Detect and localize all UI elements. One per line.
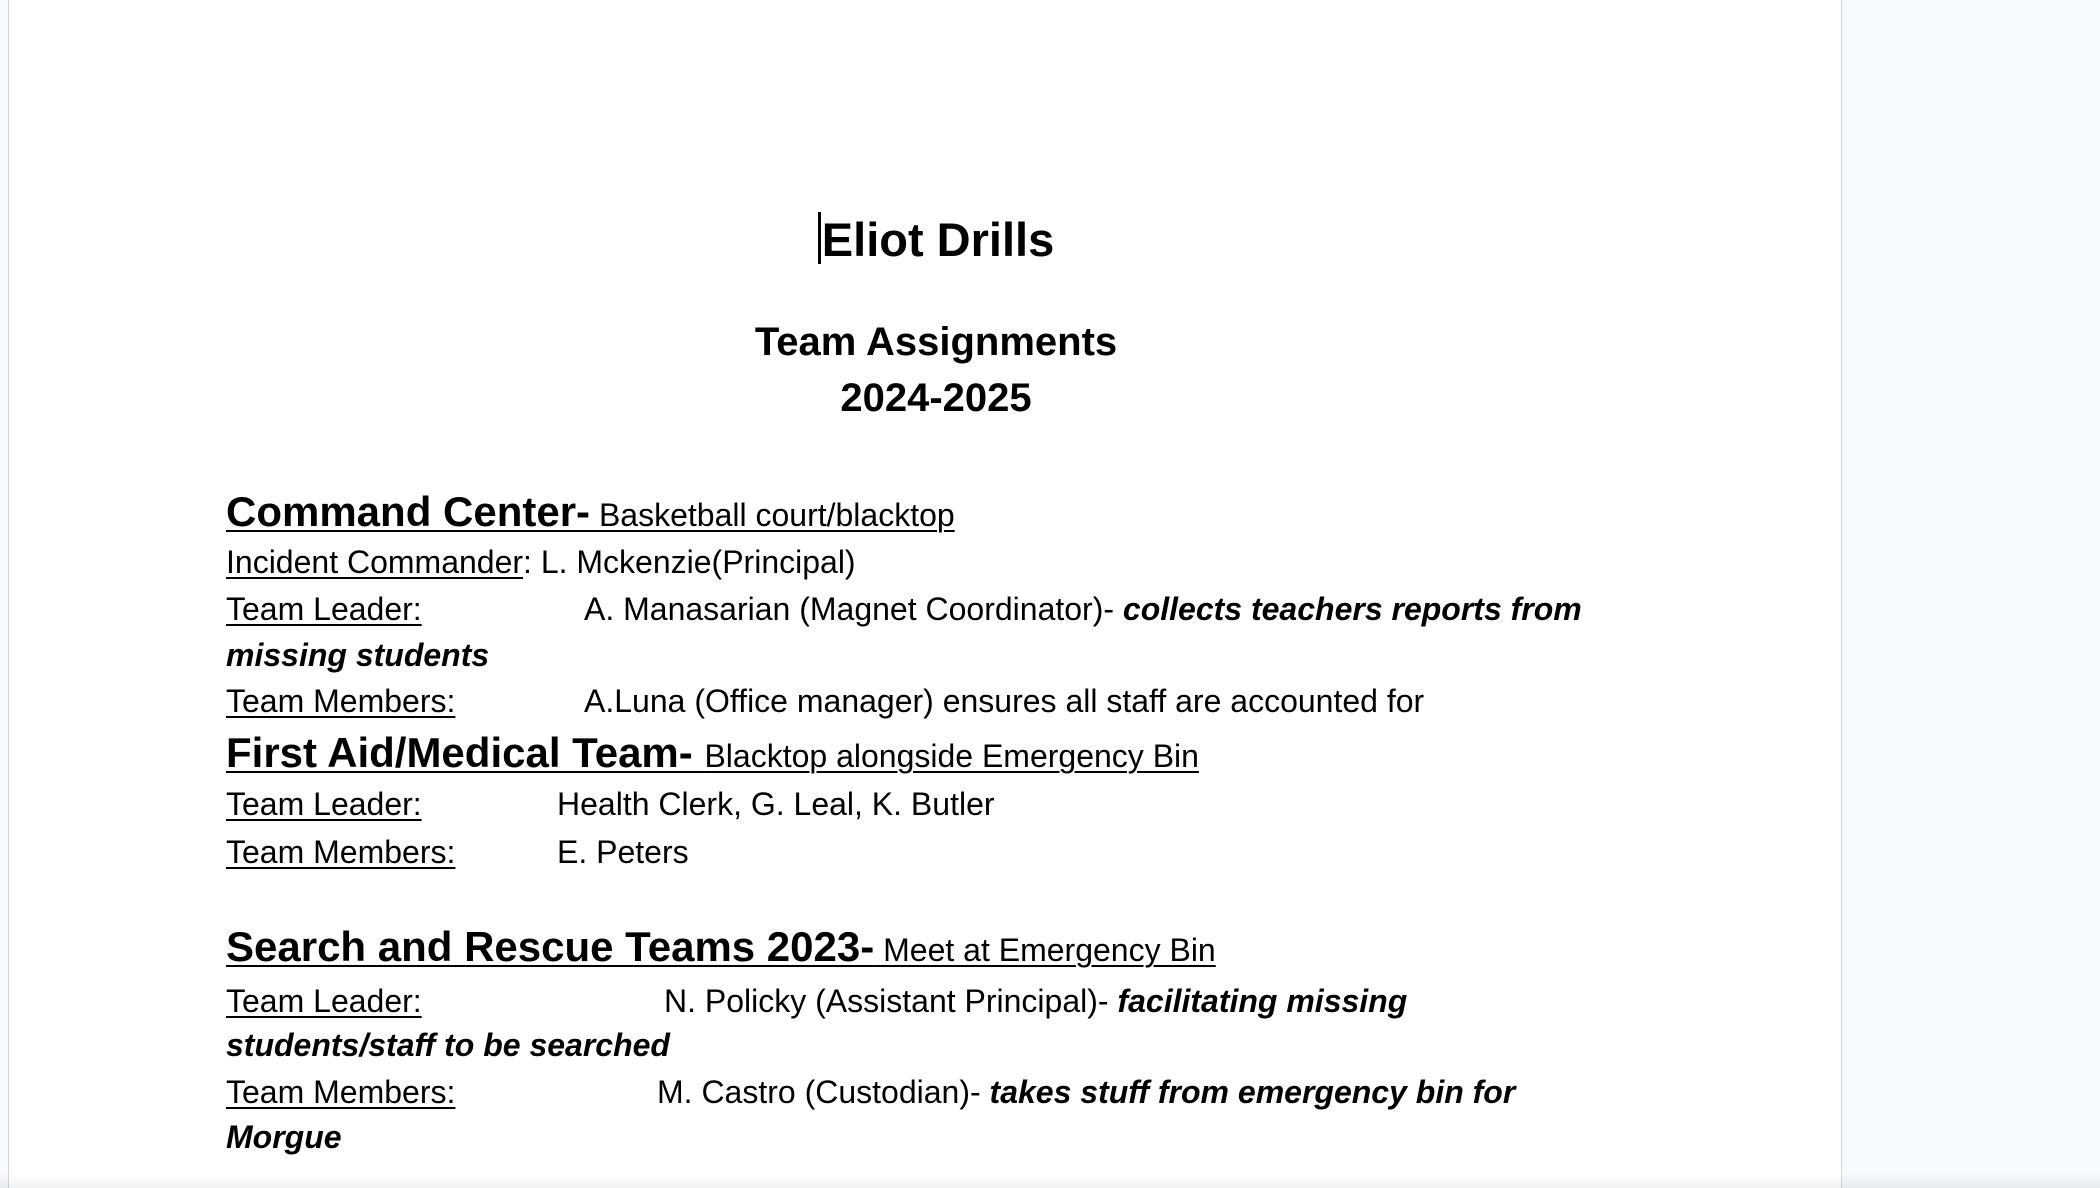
search-team-leader-row: [226, 983, 1408, 1020]
command-team-leader-note: collects teachers reports from: [1122, 591, 1582, 627]
command-team-members-row: [226, 683, 1425, 720]
search-team-members-note-cont: Morgue: [226, 1119, 342, 1155]
command-team-members-value: A.Luna (Office manager) ensures all staff are accounted for: [584, 683, 1425, 719]
search-team-leader-value: N. Policky (Assistant Principal)-: [664, 983, 1118, 1019]
search-rescue-location: Meet at Emergency Bin: [874, 932, 1216, 968]
first-aid-team-members-value: E. Peters: [557, 834, 689, 870]
command-center-heading: Command Center- Basketball court/blacktop: [226, 488, 955, 535]
search-team-leader-note-cont: students/staff to be searched: [226, 1027, 670, 1063]
search-team-members-row: [226, 1074, 1516, 1111]
first-aid-team-leader-value: Health Clerk, G. Leal, K. Butler: [557, 786, 995, 822]
search-team-leader-note: facilitating missing: [1117, 983, 1408, 1019]
incident-commander-label: Incident Commander: [226, 544, 524, 580]
document-page[interactable]: [8, 0, 1842, 1188]
document-subtitle: Team Assignments: [754, 320, 1118, 364]
first-aid-team-members-row: [226, 834, 689, 871]
command-team-members-label: Team Members:: [226, 683, 456, 719]
first-aid-location: Blacktop alongside Emergency Bin: [704, 738, 1199, 774]
first-aid-team-members-label: Team Members:: [226, 834, 456, 870]
text-cursor: [818, 212, 821, 264]
first-aid-team-leader-row: [226, 786, 995, 823]
right-gutter: [1843, 0, 2100, 1188]
document-title: Eliot Drills: [226, 212, 1646, 267]
document-year: 2024-2025: [840, 376, 1032, 420]
search-team-leader-label: Team Leader:: [226, 983, 422, 1019]
search-team-members-label: Team Members:: [226, 1074, 456, 1110]
search-team-members-value: M. Castro (Custodian)-: [657, 1074, 990, 1110]
bottom-shadow: [0, 1174, 2100, 1188]
first-aid-heading: First Aid/Medical Team- Blacktop alongside Emergency Bin: [226, 729, 1199, 776]
search-rescue-heading: Search and Rescue Teams 2023- Meet at Emergency Bin: [226, 923, 1216, 970]
first-aid-team-leader-label: Team Leader:: [226, 786, 422, 822]
search-team-members-note: takes stuff from emergency bin for: [989, 1074, 1516, 1110]
incident-commander-row: Incident Commander: L. Mckenzie(Principal): [226, 544, 856, 580]
command-team-leader-row: [226, 591, 1582, 628]
command-team-leader-value: A. Manasarian (Magnet Coordinator)-: [584, 591, 1123, 627]
command-team-leader-label: Team Leader:: [226, 591, 422, 627]
command-center-location: Basketball court/blacktop: [590, 497, 955, 533]
incident-commander-value: L. Mckenzie(Principal): [531, 544, 856, 580]
command-team-leader-note-cont: missing students: [226, 637, 490, 673]
